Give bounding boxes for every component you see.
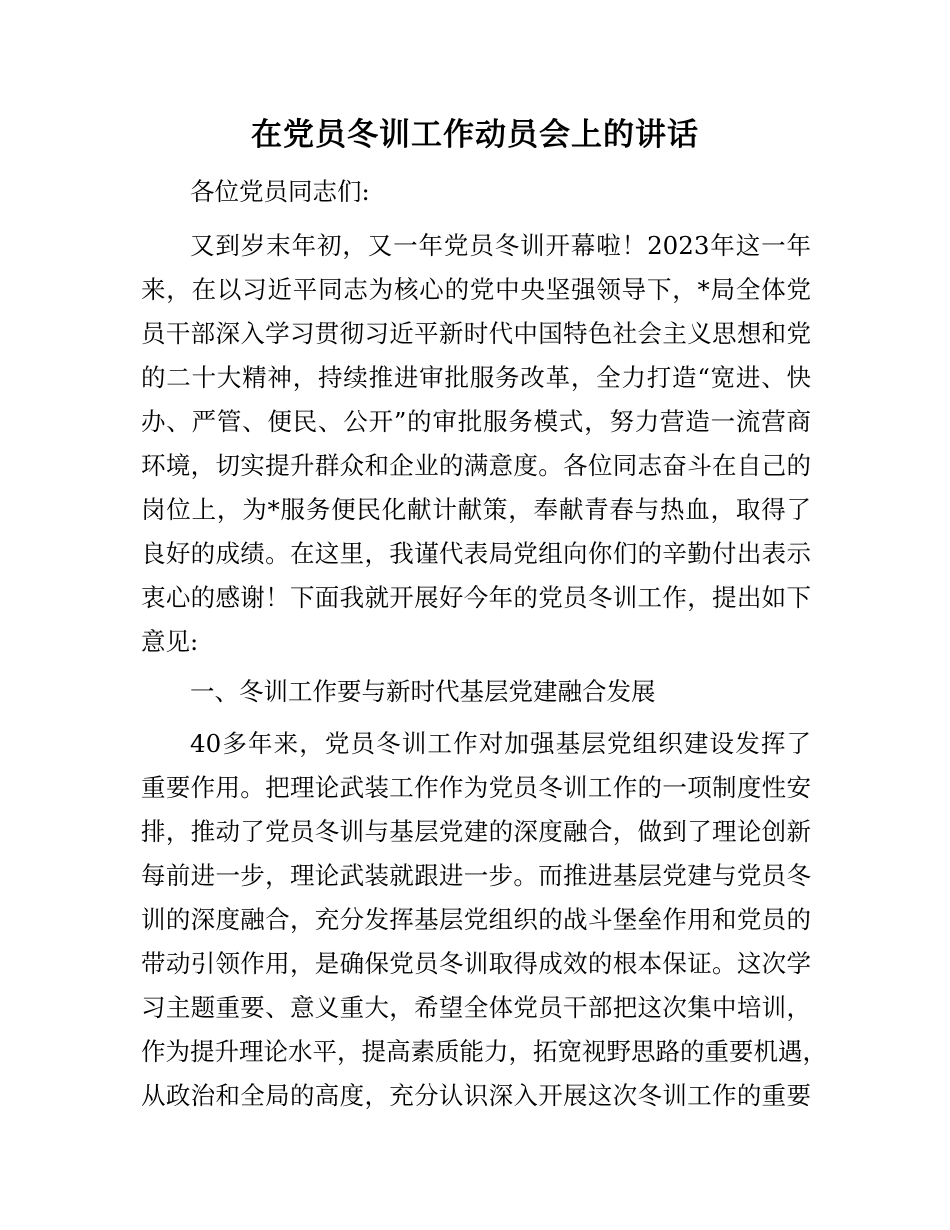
paragraph-line: 环境，切实提升群众和企业的满意度。各位同志奋斗在自己的 (141, 451, 811, 480)
paragraph-line: 训的深度融合，充分发挥基层党组织的战斗堡垒作用和党员的 (141, 905, 811, 934)
paragraph-line: 岗位上，为*服务便民化献计献策，奉献青春与热血，取得了 (141, 495, 811, 524)
paragraph-line: 良好的成绩。在这里，我谨代表局党组向你们的辛勤付出表示 (141, 539, 811, 568)
paragraph-line: 办、严管、便民、公开”的审批服务模式，努力营造一流营商 (141, 407, 811, 436)
paragraph-line: 作为提升理论水平，提高素质能力，拓宽视野思路的重要机遇， (141, 1037, 827, 1066)
paragraph-line: 排，推动了党员冬训与基层党建的深度融合，做到了理论创新 (141, 817, 811, 846)
paragraph-line: 习主题重要、意义重大，希望全体党员干部把这次集中培训， (141, 993, 811, 1022)
document-title: 在党员冬训工作动员会上的讲话 (251, 117, 699, 153)
paragraph-line: 员干部深入学习贯彻习近平新时代中国特色社会主义思想和党 (141, 319, 811, 348)
paragraph-line: 衷心的感谢！下面我就开展好今年的党员冬训工作，提出如下 (141, 583, 811, 612)
paragraph-line: 意见: (141, 627, 199, 656)
section-heading: 一、冬训工作要与新时代基层党建融合发展 (190, 677, 656, 706)
paragraph-line: 每前进一步，理论武装就跟进一步。而推进基层党建与党员冬 (141, 861, 811, 890)
paragraph-line: 40多年来，党员冬训工作对加强基层党组织建设发挥了 (190, 729, 811, 758)
paragraph-line: 的二十大精神，持续推进审批服务改革，全力打造“宽进、快 (141, 363, 811, 392)
paragraph-line: 来，在以习近平同志为核心的党中央坚强领导下，*局全体党 (141, 275, 811, 304)
paragraph-line: 带动引领作用，是确保党员冬训取得成效的根本保证。这次学 (141, 949, 811, 978)
paragraph-line: 重要作用。把理论武装工作作为党员冬训工作的一项制度性安 (141, 773, 811, 802)
paragraph-line: 从政治和全局的高度，充分认识深入开展这次冬训工作的重要 (141, 1081, 811, 1110)
salutation: 各位党员同志们: (190, 177, 370, 206)
paragraph-line: 又到岁末年初，又一年党员冬训开幕啦！2023年这一年 (190, 231, 811, 260)
